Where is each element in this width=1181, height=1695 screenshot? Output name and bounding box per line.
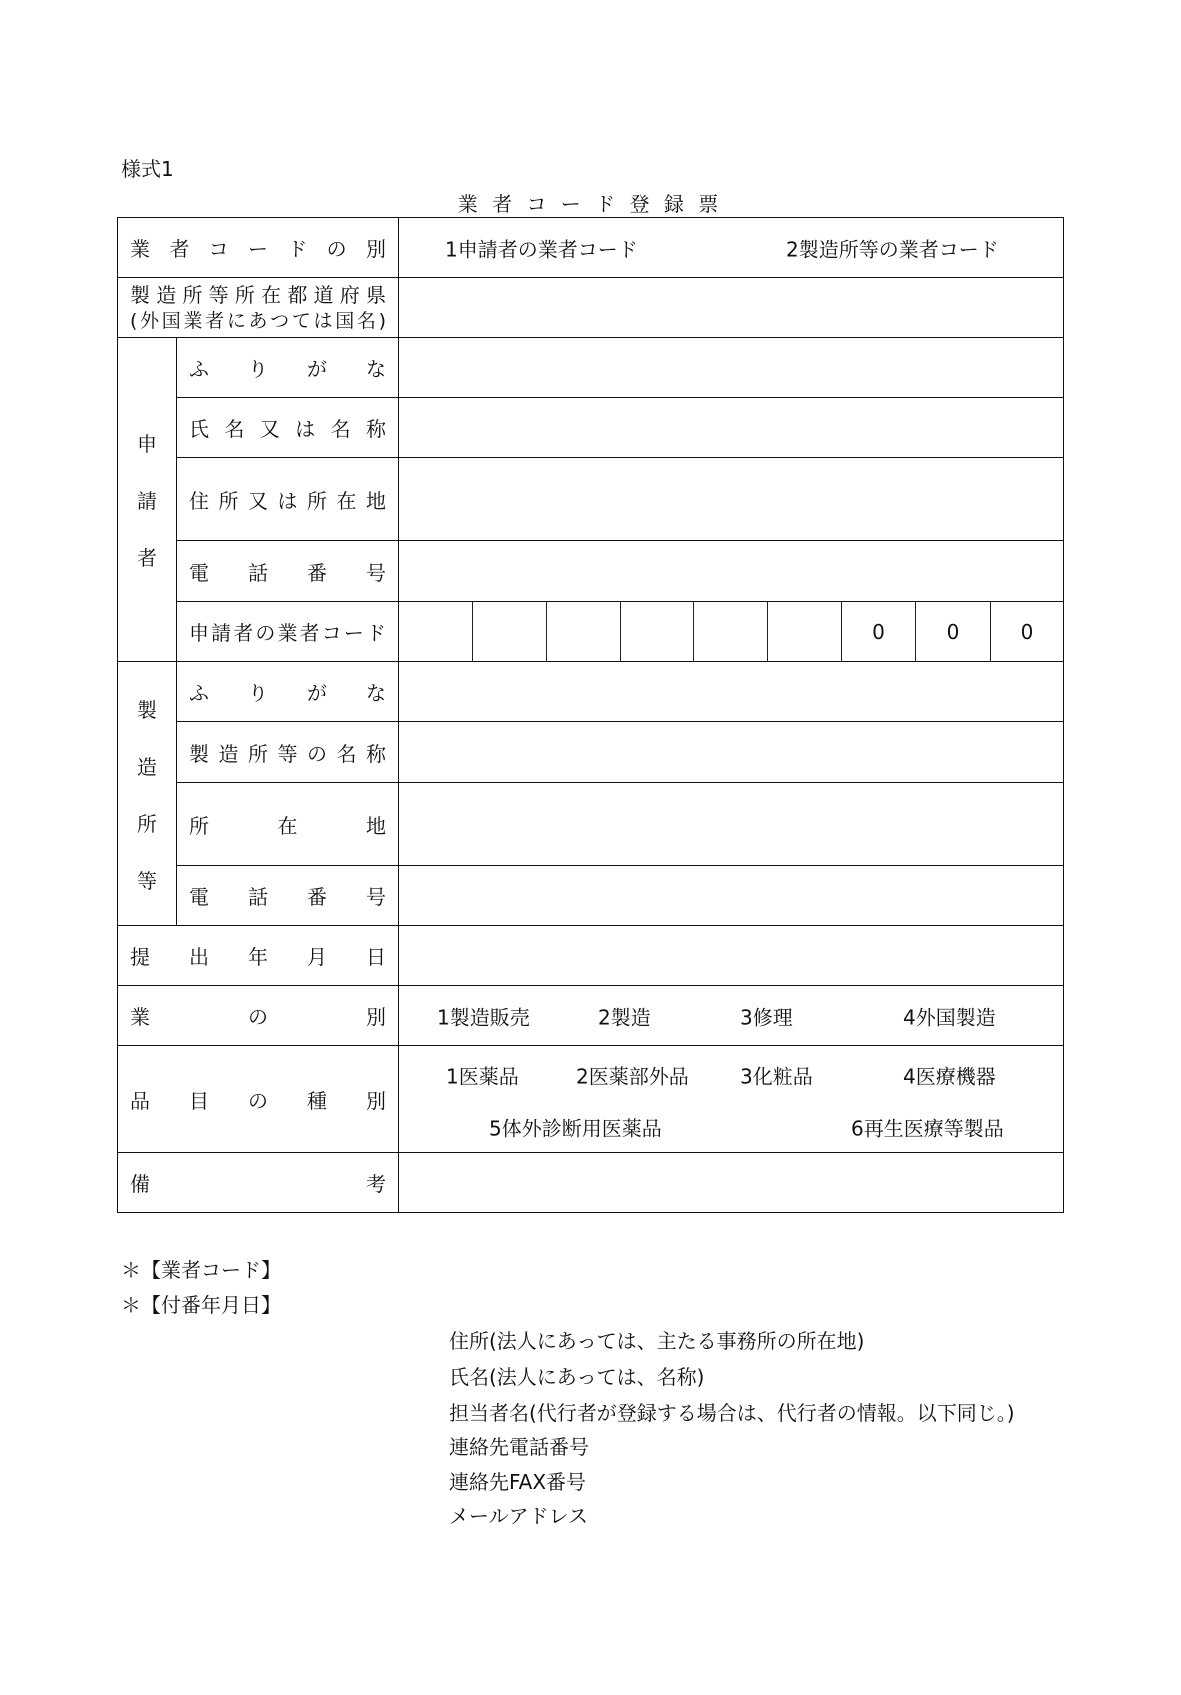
group-char: 造 (137, 754, 157, 779)
code-digit-3[interactable] (547, 602, 621, 662)
label-remarks: 備考 (118, 1153, 399, 1213)
label-applicant-furigana: ふりがな (177, 338, 399, 398)
row-prefecture (118, 278, 1064, 338)
note-assigned-date: ＊【付番年月日】 (121, 1293, 281, 1317)
note-line: 連絡先電話番号 (449, 1435, 589, 1459)
row-business-type (118, 986, 1064, 1046)
note-line: メールアドレス (449, 1504, 588, 1528)
row-submit-date (118, 926, 1064, 986)
row-remarks (118, 1153, 1064, 1213)
label-factory-phone: 電話番号 (177, 866, 399, 926)
label-prefecture-note: (外国業者にあつては国名) (130, 309, 386, 332)
code-digit-9[interactable]: 0 (991, 602, 1064, 662)
factory-phone-field[interactable] (399, 866, 1064, 926)
code-type-field[interactable] (399, 218, 1064, 278)
note-line: 氏名(法人にあっては、名称) (449, 1365, 705, 1389)
factory-furigana-field[interactable] (399, 662, 1064, 722)
note-line: 連絡先FAX番号 (449, 1470, 587, 1494)
option-business-2[interactable]: 2製造 (598, 1005, 651, 1029)
row-item-type (118, 1046, 1064, 1153)
label-applicant-phone: 電話番号 (177, 541, 399, 602)
group-char: 所 (137, 811, 157, 836)
option-applicant-code[interactable]: 1申請者の業者コード (445, 237, 638, 261)
option-item-5[interactable]: 5体外診断用医薬品 (489, 1116, 662, 1141)
label-business-type: 業の別 (118, 986, 399, 1046)
note-line: 担当者名(代行者が登録する場合は、代行者の情報。以下同じ。) (449, 1401, 1015, 1425)
group-char: 者 (137, 546, 157, 570)
option-factory-code[interactable]: 2製造所等の業者コード (786, 237, 999, 261)
option-business-1[interactable]: 1製造販売 (437, 1005, 530, 1029)
group-char: 製 (137, 697, 157, 722)
business-type-field[interactable] (399, 986, 1064, 1046)
code-digit-6[interactable] (768, 602, 842, 662)
code-digit-5[interactable] (694, 602, 768, 662)
form-title: 業 者 コ ー ド 登 録 票 (457, 192, 723, 216)
registration-form-table (117, 217, 1064, 1213)
row-applicant-code (118, 602, 1064, 662)
label-applicant-address: 住所又は所在地 (177, 458, 399, 541)
row-factory-phone (118, 866, 1064, 926)
row-applicant-furigana (118, 338, 1064, 398)
option-business-4[interactable]: 4外国製造 (903, 1005, 996, 1029)
factory-name-field[interactable] (399, 722, 1064, 783)
option-item-3[interactable]: 3化粧品 (740, 1064, 813, 1089)
note-line: 住所(法人にあっては、主たる事務所の所在地) (449, 1329, 865, 1353)
factory-location-field[interactable] (399, 783, 1064, 866)
row-factory-furigana (118, 662, 1064, 722)
row-applicant-name (118, 398, 1064, 458)
group-char: 申 (137, 432, 157, 456)
option-item-6[interactable]: 6再生医療等製品 (851, 1116, 1004, 1141)
row-applicant-phone (118, 541, 1064, 602)
code-digit-8[interactable]: 0 (916, 602, 991, 662)
label-prefecture: 製造所等所在都道府県 (130, 282, 386, 307)
row-factory-location (118, 783, 1064, 866)
submit-date-field[interactable] (399, 926, 1064, 986)
label-factory-location: 所在地 (177, 783, 399, 866)
applicant-phone-field[interactable] (399, 541, 1064, 602)
applicant-furigana-field[interactable] (399, 338, 1064, 398)
label-applicant-code: 申請者の業者コード (177, 602, 399, 662)
label-applicant-name: 氏名又は名称 (177, 398, 399, 458)
label-submit-date: 提出年月日 (118, 926, 399, 986)
label-code-type: 業者コードの別 (118, 218, 399, 278)
code-digit-1[interactable] (399, 602, 473, 662)
option-business-3[interactable]: 3修理 (740, 1005, 793, 1029)
label-item-type: 品目の種別 (118, 1046, 399, 1153)
row-applicant-address (118, 458, 1064, 541)
code-digit-7[interactable]: 0 (842, 602, 916, 662)
item-type-field[interactable] (399, 1046, 1064, 1153)
remarks-field[interactable] (399, 1153, 1064, 1213)
form-number: 様式1 (121, 157, 174, 181)
code-digit-2[interactable] (473, 602, 547, 662)
applicant-address-field[interactable] (399, 458, 1064, 541)
applicant-group-label (118, 338, 177, 662)
prefecture-field[interactable] (399, 278, 1064, 338)
group-char: 等 (137, 868, 157, 893)
option-item-1[interactable]: 1医薬品 (446, 1064, 519, 1089)
group-char: 請 (137, 489, 157, 513)
option-item-4[interactable]: 4医療機器 (903, 1064, 996, 1089)
label-factory-name: 製造所等の名称 (177, 722, 399, 783)
note-vendor-code: ＊【業者コード】 (121, 1258, 281, 1282)
row-code-type (118, 218, 1064, 278)
label-factory-furigana: ふりがな (177, 662, 399, 722)
option-item-2[interactable]: 2医薬部外品 (576, 1064, 689, 1089)
factory-group-label (118, 662, 177, 926)
code-digit-4[interactable] (621, 602, 694, 662)
applicant-name-field[interactable] (399, 398, 1064, 458)
row-factory-name (118, 722, 1064, 783)
